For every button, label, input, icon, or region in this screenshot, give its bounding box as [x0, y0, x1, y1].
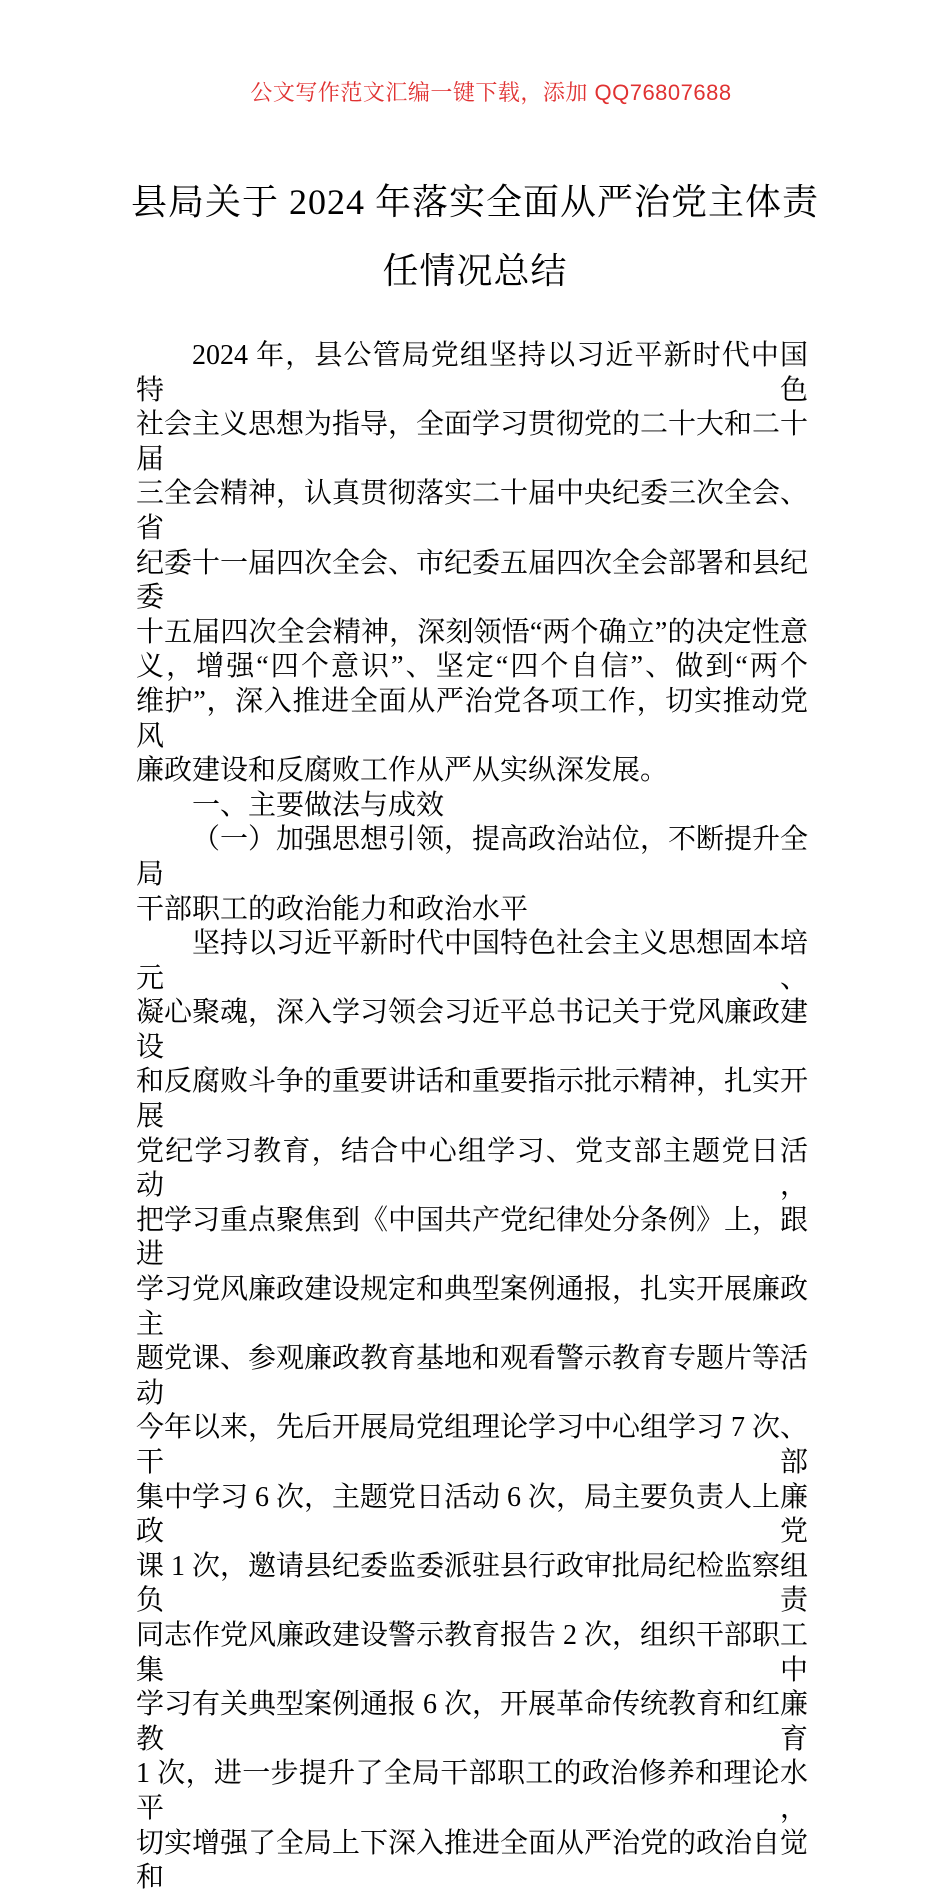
title-line-1: 县局关于 2024 年落实全面从严治党主体责 — [130, 182, 819, 222]
document-page — [0, 80, 950, 1894]
title-line-2: 任情况总结 — [382, 251, 568, 291]
promo-banner — [0, 80, 950, 106]
body-line: 同志作党风廉政建设警示教育报告 2 次，组织干部职工集中 — [136, 1619, 809, 1686]
body-line: 把学习重点聚焦到《中国共产党纪律处分条例》上，跟进 — [136, 1204, 809, 1271]
body-line: 2024 年，县公管局党组坚持以习近平新时代中国特色 — [136, 340, 808, 406]
body-line: 凝心聚魂，深入学习领会习近平总书记关于党风廉政建设 — [136, 997, 809, 1063]
document-title — [0, 168, 950, 306]
body-line: （一）加强思想引领，提高政治站位，不断提升全局 — [136, 824, 809, 890]
body-line: 和反腐败斗争的重要讲话和重要指示批示精神，扎实开展 — [136, 1066, 809, 1133]
document-body — [136, 339, 808, 1896]
body-line: 学习有关典型案例通报 6 次，开展革命传统教育和红廉教育 — [136, 1689, 809, 1755]
body-line: 集中学习 6 次，主题党日活动 6 次，局主要负责人上廉政党 — [136, 1481, 809, 1548]
body-line: 题党课、参观廉政教育基地和观看警示教育专题片等活动 — [136, 1343, 809, 1409]
body-line: 廉政建设和反腐败工作从严从实纵深发展。 — [136, 755, 669, 787]
body-line: 义，增强“四个意识”、坚定“四个自信”、做到“两个 — [136, 651, 808, 683]
body-line: 干部职工的政治能力和政治水平 — [136, 893, 529, 925]
body-line: 社会主义思想为指导，全面学习贯彻党的二十大和二十届 — [136, 409, 809, 475]
body-line: 纪委十一届四次全会、市纪委五届四次全会部署和县纪委 — [136, 547, 809, 614]
body-line: 党纪学习教育，结合中心组学习、党支部主题党日活动， — [136, 1135, 808, 1202]
promo-text: 公文写作范文汇编一键下载，添加 QQ76807688 — [250, 80, 732, 105]
body-line: 维护”，深入推进全面从严治党各项工作，切实推动党风 — [136, 685, 808, 752]
body-line: 学习党风廉政建设规定和典型案例通报，扎实开展廉政主 — [136, 1274, 809, 1340]
body-line: 十五届四次全会精神，深刻领悟“两个确立”的决定性意 — [136, 616, 808, 648]
body-line: 坚持以习近平新时代中国特色社会主义思想固本培元、 — [136, 928, 809, 994]
body-line: 三全会精神，认真贯彻落实二十届中央纪委三次全会、省 — [136, 478, 809, 544]
body-line: 切实增强了全局上下深入推进全面从严治党的政治自觉和 — [136, 1827, 809, 1894]
body-line: 1 次，进一步提升了全局干部职工的政治修养和理论水平， — [136, 1758, 808, 1824]
body-line: 一、主要做法与成效 — [192, 789, 445, 821]
body-line: 课 1 次，邀请县纪委监委派驻县行政审批局纪检监察组负责 — [136, 1550, 809, 1617]
body-line: 今年以来，先后开展局党组理论学习中心组学习 7 次、干部 — [136, 1412, 809, 1478]
